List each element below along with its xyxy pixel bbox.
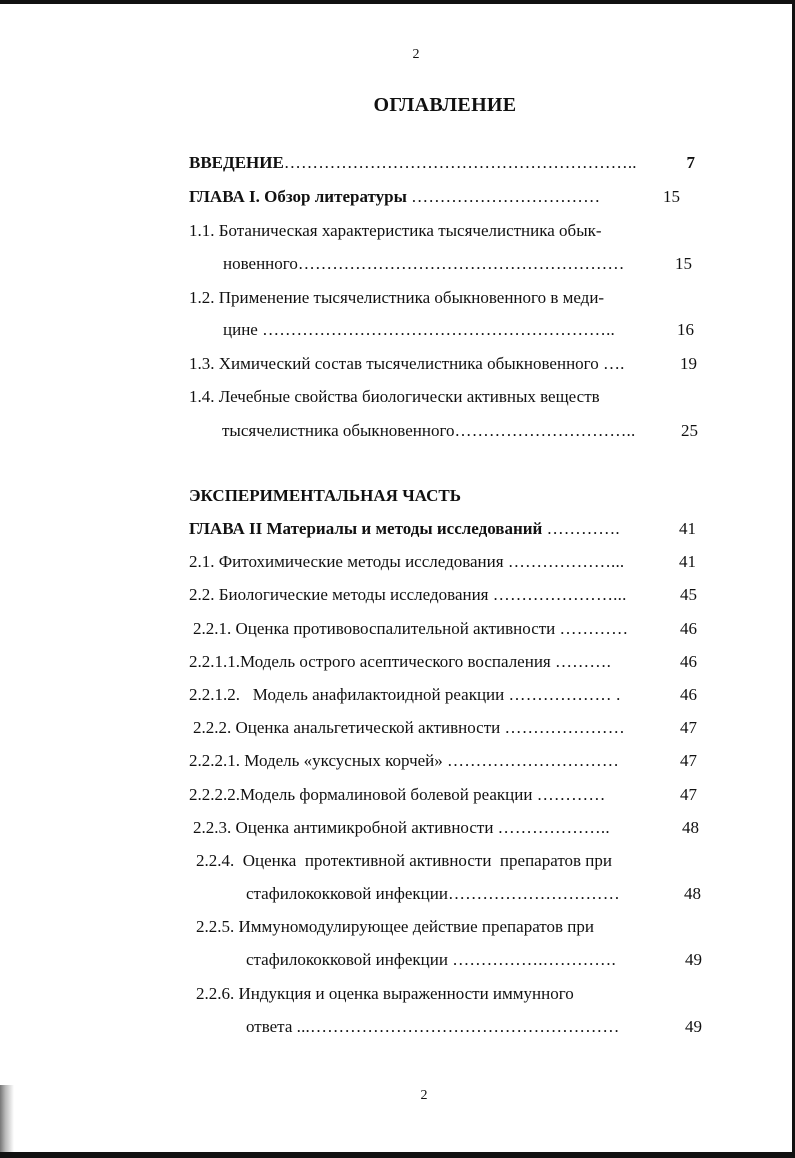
- toc-entry-2-2: 2.2. Биологические методы исследования …………………...: [189, 585, 627, 604]
- toc-entry-2-2-3: 2.2.3. Оценка антимикробной активности ………………..: [193, 818, 610, 837]
- toc-entry-intro: ВВЕДЕНИЕ……………………………………………………..: [189, 153, 637, 172]
- toc-page-2-2-1-1: 46: [680, 652, 697, 671]
- toc-page-chapter-1: 15: [663, 187, 680, 206]
- toc-entry-2-2-1-2: 2.2.1.2. Модель анафилактоидной реакции ……………… .: [189, 685, 621, 704]
- toc-entry-1-4-line2: тысячелистника обыкновенного…………………………..: [222, 421, 636, 440]
- toc-entry-2-2-2: 2.2.2. Оценка анальгетической активности …………………: [193, 718, 625, 737]
- toc-entry-2-2-6-line1: 2.2.6. Индукция и оценка выраженности иммунного: [196, 984, 574, 1003]
- toc-entry-2-1: 2.1. Фитохимические методы исследования ………………...: [189, 552, 625, 571]
- toc-page-1-4: 25: [681, 421, 698, 440]
- toc-entry-2-2-2-1: 2.2.2.1. Модель «уксусных корчей» …………………………: [189, 751, 620, 770]
- toc-page-2-2-2-1: 47: [680, 751, 697, 770]
- toc-page-2-2: 45: [680, 585, 697, 604]
- toc-page-2-2-2-2: 47: [680, 785, 697, 804]
- page-number-bottom: 2: [420, 1088, 428, 1103]
- toc-entry-1-2-line2: цине ……………………………………………………..: [223, 320, 615, 339]
- scan-border-bottom: [0, 1152, 795, 1158]
- toc-entry-1-2-line1: 1.2. Применение тысячелистника обыкновенного в меди-: [189, 288, 605, 307]
- toc-page-1-3: 19: [680, 354, 697, 373]
- toc-page-1-1: 15: [675, 254, 692, 273]
- toc-entry-2-2-4-line2: стафилококковой инфекции…………………………: [246, 884, 620, 903]
- toc-page-2-2-6: 49: [685, 1017, 702, 1036]
- scan-border-top: [0, 0, 795, 4]
- toc-page-2-1: 41: [679, 552, 696, 571]
- toc-entry-chapter-1: ГЛАВА I. Обзор литературы ……………………………: [189, 187, 601, 206]
- toc-entry-1-1-line1: 1.1. Ботаническая характеристика тысячелистника обык-: [189, 221, 602, 240]
- scan-edge-shadow: [0, 1085, 14, 1152]
- toc-page-2-2-1: 46: [680, 619, 697, 638]
- toc-entry-1-4-line1: 1.4. Лечебные свойства биологически активных веществ: [189, 387, 600, 406]
- toc-page-2-2-2: 47: [680, 718, 697, 737]
- page-number-top: 2: [412, 47, 420, 62]
- toc-entry-2-2-5-line1: 2.2.5. Иммуномодулирующее действие препаратов при: [196, 917, 594, 936]
- toc-entry-2-2-5-line2: стафилококковой инфекции …………….………….: [246, 950, 616, 969]
- toc-entry-1-1-line2: новенного…………………………………………………: [223, 254, 625, 273]
- toc-entry-1-3: 1.3. Химический состав тысячелистника обыкновенного ….: [189, 354, 625, 373]
- toc-page-2-2-4: 48: [684, 884, 701, 903]
- toc-page-1-2: 16: [677, 320, 694, 339]
- page-title: ОГЛАВЛЕНИЕ: [373, 94, 517, 116]
- toc-section-experimental: ЭКСПЕРИМЕНТАЛЬНАЯ ЧАСТЬ: [189, 486, 461, 505]
- toc-page-2-2-3: 48: [682, 818, 699, 837]
- toc-page-chapter-2: 41: [679, 519, 696, 538]
- toc-page-intro: 7: [686, 153, 695, 172]
- toc-page-2-2-1-2: 46: [680, 685, 697, 704]
- toc-entry-2-2-6-line2: ответа ...………………………………………………: [246, 1017, 620, 1036]
- toc-entry-2-2-2-2: 2.2.2.2.Модель формалиновой болевой реакции …………: [189, 785, 606, 804]
- toc-entry-chapter-2: ГЛАВА II Материалы и методы исследований ………….: [189, 519, 620, 538]
- toc-entry-2-2-1-1: 2.2.1.1.Модель острого асептического воспаления ……….: [189, 652, 612, 671]
- toc-entry-2-2-4-line1: 2.2.4. Оценка протективной активности препаратов при: [196, 851, 612, 870]
- toc-entry-2-2-1: 2.2.1. Оценка противовоспалительной активности …………: [193, 619, 629, 638]
- toc-page-2-2-5: 49: [685, 950, 702, 969]
